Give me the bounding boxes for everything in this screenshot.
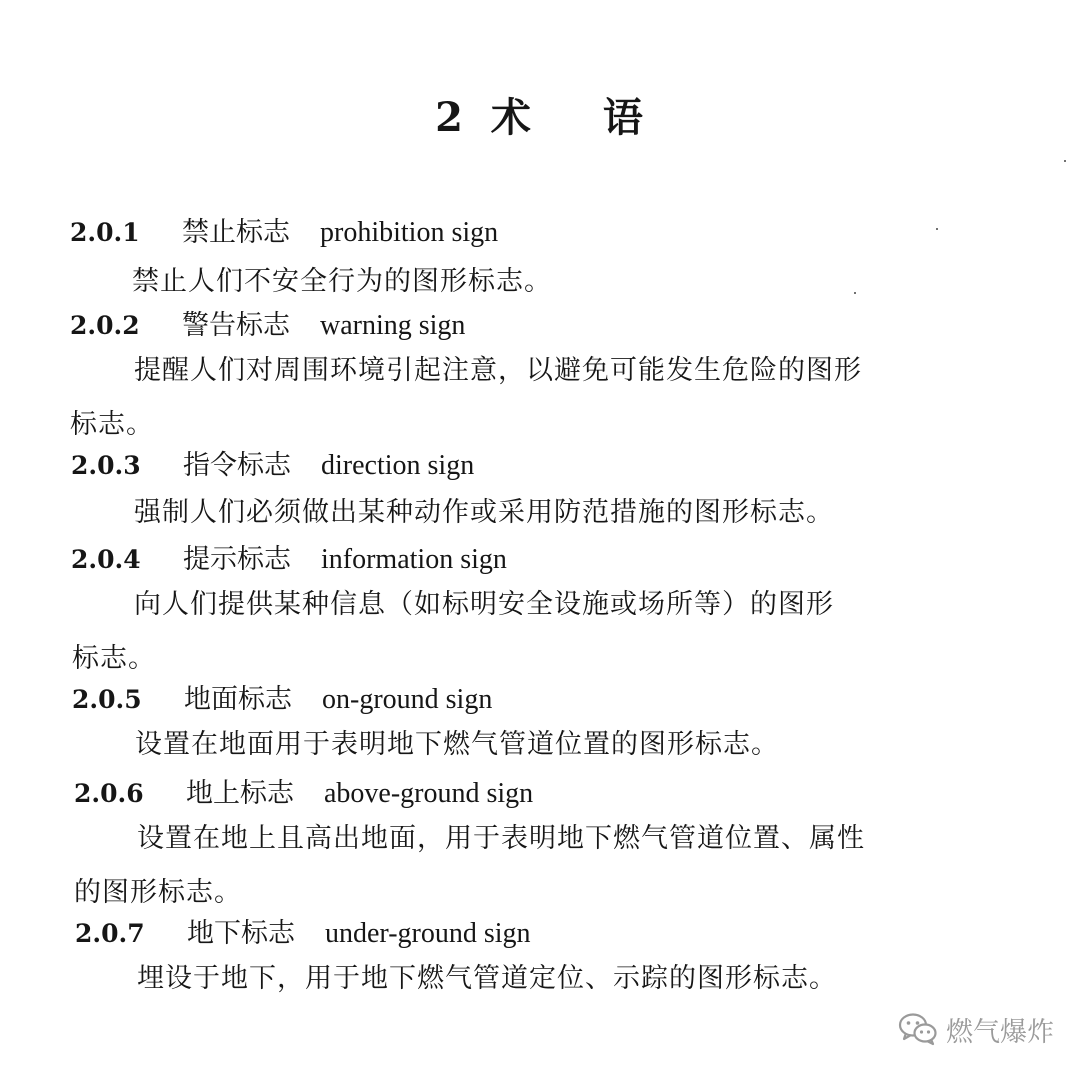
scan-speck	[936, 228, 938, 230]
term-zh: 指令标志	[183, 450, 291, 481]
term-heading	[74, 774, 533, 814]
term-definition	[134, 490, 834, 536]
definition-line: 强制人们必须做出某种动作或采用防范措施的图形标志。	[134, 497, 834, 528]
chapter-title-part1: 术	[490, 94, 533, 141]
term-definition	[137, 816, 865, 862]
term-number: 2.0.7	[75, 919, 145, 948]
term-en: warning sign	[320, 310, 466, 341]
term-definition-continued	[72, 636, 156, 682]
term-zh: 地面标志	[184, 684, 292, 715]
term-number: 2.0.6	[74, 779, 144, 808]
term-zh: 地上标志	[186, 778, 294, 809]
definition-line: 标志。	[72, 643, 156, 674]
definition-line: 埋设于地下，用于地下燃气管道定位、示踪的图形标志。	[137, 963, 837, 994]
definition-line: 的图形标志。	[74, 877, 242, 908]
watermark-text: 燃气爆炸	[946, 1016, 1054, 1048]
term-definition	[132, 259, 552, 305]
term-number: 2.0.5	[72, 685, 142, 714]
chapter-title	[0, 86, 1080, 143]
term-zh: 地下标志	[187, 918, 295, 949]
term-definition	[135, 722, 779, 768]
term-definition	[134, 582, 834, 628]
term-number: 2.0.2	[70, 311, 140, 340]
term-en: on-ground sign	[322, 684, 493, 715]
term-en: above-ground sign	[324, 778, 534, 809]
definition-line: 向人们提供某种信息（如标明安全设施或场所等）的图形	[134, 589, 834, 620]
term-definition	[137, 956, 837, 1002]
term-heading	[71, 446, 474, 486]
term-heading	[70, 213, 498, 253]
chapter-title-part2: 语	[602, 94, 645, 141]
term-zh: 提示标志	[183, 544, 291, 575]
term-en: direction sign	[321, 450, 475, 481]
definition-line: 设置在地上且高出地面，用于表明地下燃气管道位置、属性	[137, 823, 865, 854]
term-heading	[75, 914, 531, 954]
term-number: 2.0.1	[70, 218, 140, 247]
term-heading	[70, 306, 465, 346]
watermark	[898, 1004, 1054, 1054]
term-definition-continued	[70, 402, 154, 448]
term-en: information sign	[321, 544, 507, 575]
scan-speck	[1064, 160, 1066, 162]
term-definition	[134, 348, 862, 394]
term-number: 2.0.4	[71, 545, 141, 574]
definition-line: 禁止人们不安全行为的图形标志。	[132, 266, 552, 297]
chapter-number: 2	[435, 94, 465, 141]
term-zh: 禁止标志	[182, 217, 290, 248]
wechat-icon	[898, 1012, 938, 1046]
term-en: prohibition sign	[320, 217, 499, 248]
term-number: 2.0.3	[71, 451, 141, 480]
term-heading	[71, 540, 507, 580]
scan-speck	[854, 292, 856, 294]
definition-line: 设置在地面用于表明地下燃气管道位置的图形标志。	[135, 729, 779, 760]
definition-line: 标志。	[70, 409, 154, 440]
term-zh: 警告标志	[182, 310, 290, 341]
term-en: under-ground sign	[325, 918, 531, 949]
term-definition-continued	[74, 870, 242, 916]
term-heading	[72, 680, 492, 720]
definition-line: 提醒人们对周围环境引起注意，以避免可能发生危险的图形	[134, 355, 862, 386]
